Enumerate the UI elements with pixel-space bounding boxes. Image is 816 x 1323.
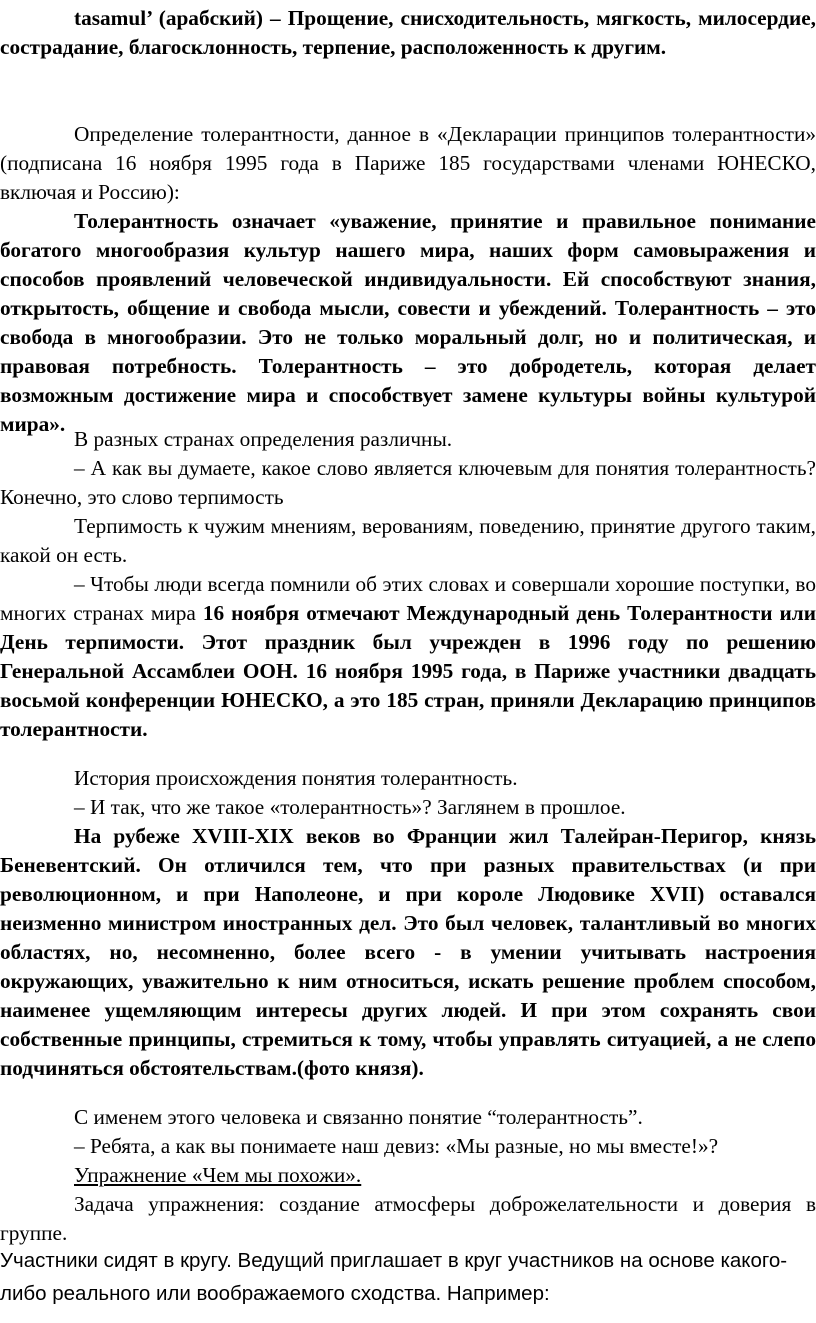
definition-intro: Определение толерантности, данное в «Декларации принципов толерантности» (подписана 16 ноября 1995 года в Париже 185 государствами членами ЮНЕСКО, включая и Россию): [0,122,816,204]
exercise-task: Задача упражнения: создание атмосферы доброжелательности и доверия в группе. [0,1192,816,1245]
declaration-quote: Толерантность означает «уважение, принятие и правильное понимание богатого многообразия культур нашего мира, наших форм самовыражения и способов проявлений человеческой индивидуальности. Ей способствуют знания, открытость, общение и свобода мысли, совести и убеждений. Толерантность – это свобода в многообразии. Это не только моральный долг, но и политическая, и правовая потребность. Толерантность – это добродетель, которая делает возможным достижение мира и способствует замене культуры войны культурой мира». [0,209,816,436]
name-connection: С именем этого человека и связанно понятие “толерантность”. [74,1105,643,1129]
different-countries: В разных странах определения различны. [74,427,453,451]
history-question: – И так, что же такое «толерантность»? Заглянем в прошлое. [74,795,626,819]
holiday-intro: – Чтобы люди всегда помнили об этих словах и совершали хорошие поступки, во многих странах мира [0,572,816,625]
key-word-question: – А как вы думаете, какое слово является ключевым для понятия толерантность? Конечно, это слово терпимость [0,456,816,509]
tasamul-definition: tasamul’ (арабский) – Прощение, снисходительность, мягкость, милосердие, сострадание, благосклонность, терпение, расположенность к другим. [0,6,816,59]
tolerance-meaning: Терпимость к чужим мнениям, верованиям, поведению, принятие другого таким, какой он есть. [0,514,816,567]
talleyrand-paragraph: На рубеже XVIII-XIX веков во Франции жил Талейран-Перигор, князь Беневентский. Он отличился тем, что при разных правительствах (и при революционном, и при Наполеоне, и при короле Людовике XVII) оставался неизменно министром иностранных дел. Это был человек, талантливый во многих областях, но, несомненно, более всего - в умении учитывать настроения окружающих, уважительно к ним относиться, искать решение проблем способом, наименее ущемляющим интересы других людей. И при этом сохранять свои собственные принципы, стремиться к тому, чтобы управлять ситуацией, а не слепо подчиняться обстоятельствам.(фото князя). [0,824,816,1080]
exercise-title-line [0,1161,816,1190]
history-heading: История происхождения понятия толерантность. [74,766,518,790]
motto-question: – Ребята, а как вы понимаете наш девиз: «Мы разные, но мы вместе!»? [74,1134,719,1158]
holiday-paragraph [0,570,816,744]
exercise-description: Участники сидят в кругу. Ведущий приглашает в круг участников на основе какого-либо реального или воображаемого сходства. Например: [0,1249,788,1305]
holiday-bold: 16 ноября отмечают Международный день Толерантности или День терпимости. Этот праздник был учрежден в 1996 году по решению Генеральной Ассамблеи ООН. 16 ноября 1995 года, в Париже участники двадцать восьмой конференции ЮНЕСКО, а это 185 стран, приняли Декларацию принципов толерантности. [0,601,816,741]
exercise-title: Упражнение «Чем мы похожи». [74,1163,362,1187]
